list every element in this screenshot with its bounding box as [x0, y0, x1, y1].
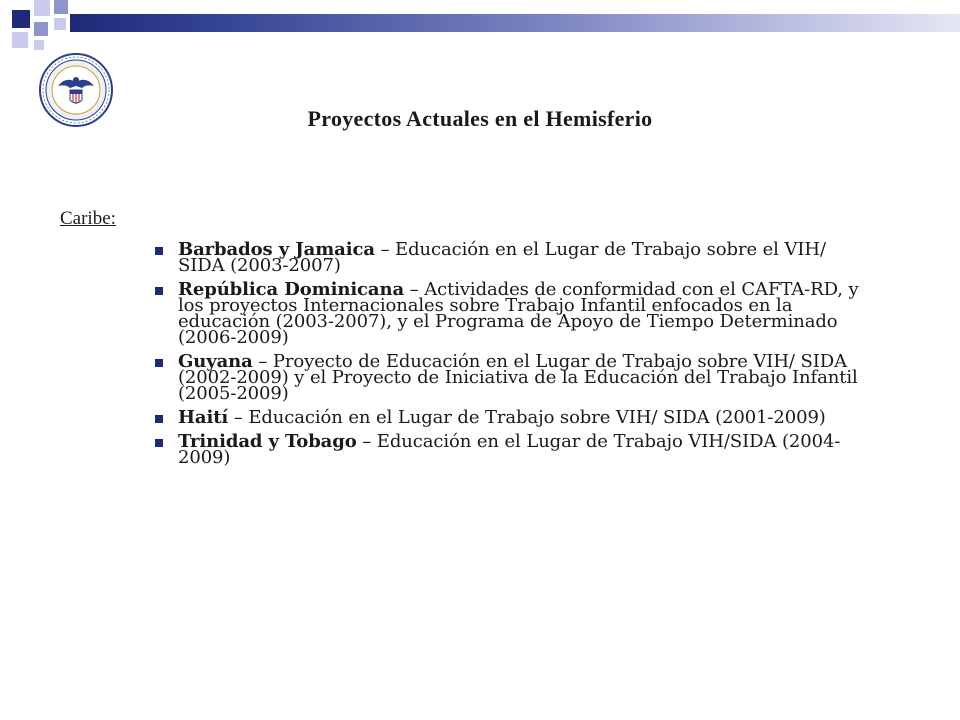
item-description: – Educación en el Lugar de Trabajo VIH/SIDA (2004-2009) [178, 431, 841, 468]
header-decoration [0, 0, 960, 60]
item-country: Trinidad y Tobago [178, 431, 357, 452]
slide-title: Proyectos Actuales en el Hemisferio [307, 106, 653, 131]
list-item [155, 279, 878, 348]
caribbean-section [60, 208, 900, 474]
list-item [155, 239, 878, 276]
decor-square [34, 0, 50, 16]
square-bullet-icon [155, 439, 163, 447]
decor-square [12, 32, 28, 48]
decor-square [54, 0, 68, 14]
list-item [155, 407, 878, 428]
square-bullet-icon [155, 359, 163, 367]
item-country: Barbados y Jamaica [178, 239, 375, 260]
square-bullet-icon [155, 247, 163, 255]
item-description: – Actividades de conformidad con el CAFTA-RD, y los proyectos Internacionales sobre Trabajo Infantil enfocados en la educación (2003-2007), y el Programa de Apoyo de Tiempo Determinado (2006-2009) [178, 279, 859, 348]
list-item [155, 351, 878, 404]
decor-square [34, 40, 44, 50]
section-label: Caribe: [60, 208, 116, 229]
item-description: – Educación en el Lugar de Trabajo sobre el VIH/ SIDA (2003-2007) [178, 239, 826, 276]
item-country: Guyana [178, 351, 253, 372]
list-item [155, 431, 878, 468]
header-gradient-bar [70, 14, 960, 32]
decor-square [54, 18, 66, 30]
decor-square [12, 10, 30, 28]
item-description: – Proyecto de Educación en el Lugar de Trabajo sobre VIH/ SIDA (2002-2009) y el Proyecto de Iniciativa de la Educación del Trabajo Infantil (2005-2009) [178, 351, 858, 404]
decor-square [34, 22, 48, 36]
project-list [60, 239, 900, 468]
item-country: República Dominicana [178, 279, 405, 300]
square-bullet-icon [155, 415, 163, 423]
item-description: – Educación en el Lugar de Trabajo sobre VIH/ SIDA (2001-2009) [228, 407, 826, 428]
item-country: Haití [178, 407, 229, 428]
square-bullet-icon [155, 287, 163, 295]
